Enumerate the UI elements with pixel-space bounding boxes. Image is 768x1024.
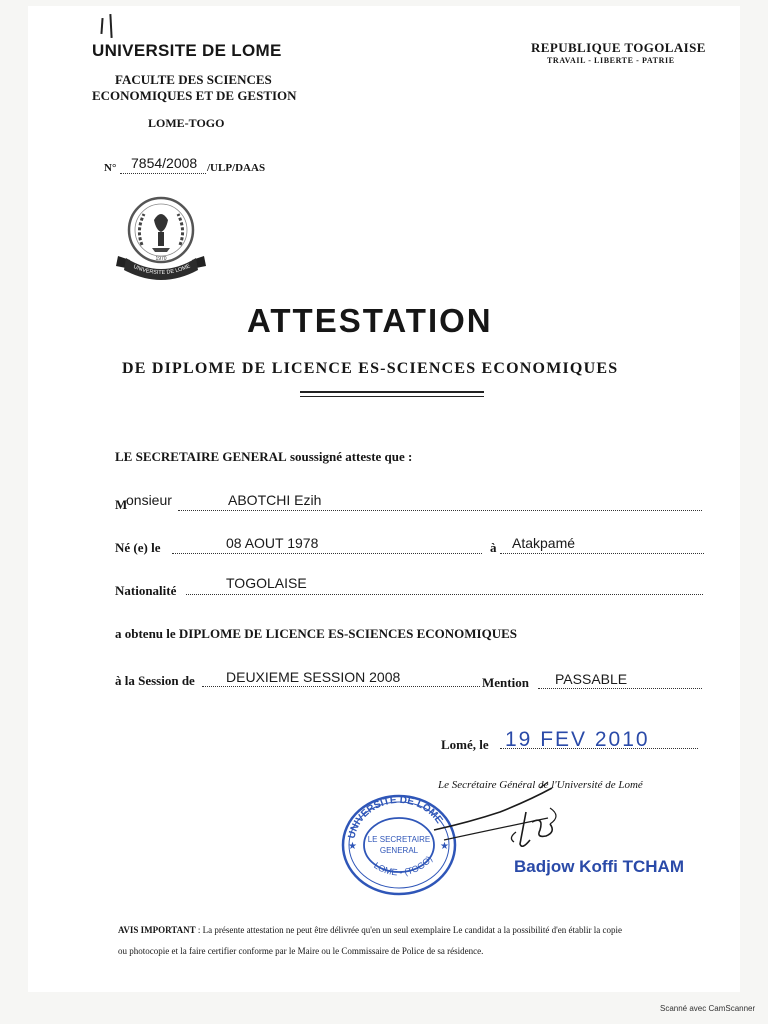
- mention-label: Mention: [482, 675, 529, 690]
- obtained-prefix: a obtenu le: [115, 626, 176, 641]
- notice-text-1: : La présente attestation ne peut être délivrée qu'en un seul exemplaire Le candidat a la possibilité d'en établir la copie: [197, 925, 622, 935]
- reference-number: 7854/2008: [131, 155, 198, 171]
- title-double-rule: [300, 391, 484, 397]
- mention-dotted-line: [538, 688, 702, 689]
- handwritten-signature: [430, 778, 580, 868]
- reference-prefix: N°: [104, 162, 117, 174]
- faculty-location: LOME-TOGO: [148, 116, 225, 130]
- date-label: Lomé, le: [441, 737, 489, 752]
- document-title: ATTESTATION: [247, 302, 493, 339]
- notice-line-1: [118, 925, 622, 935]
- name-value: ABOTCHI Ezih: [228, 492, 322, 508]
- name-label-rest: onsieur: [126, 492, 172, 508]
- reference-dotted-line: [120, 173, 206, 174]
- document-subtitle: DE DIPLOME DE LICENCE ES-SCIENCES ECONOMIQUES: [122, 360, 619, 377]
- republic-name: REPUBLIQUE TOGOLAISE: [531, 40, 706, 55]
- notice-label: AVIS IMPORTANT: [118, 925, 196, 935]
- signature-graphic: [430, 778, 580, 868]
- svg-text:★: ★: [440, 841, 449, 852]
- svg-text:★: ★: [348, 841, 357, 852]
- signatory-name: Badjow Koffi TCHAM: [514, 857, 684, 876]
- obtained-line: [115, 626, 517, 642]
- scanner-watermark: Scanné avec CamScanner: [660, 1004, 756, 1013]
- stamp-center-line-2: GENERAL: [379, 846, 419, 855]
- intro-line: [115, 449, 412, 465]
- stamp-center-line-1: LE SECRETAIRE: [367, 835, 431, 844]
- notice-line-2: ou photocopie et la faire certifier conforme par le Maire ou le Commissaire de Police de sa résidence.: [118, 946, 484, 956]
- session-dotted-line: [202, 686, 480, 687]
- birth-date-value: 08 AOUT 1978: [226, 535, 319, 551]
- republic-motto: TRAVAIL - LIBERTE - PATRIE: [547, 56, 675, 65]
- session-value: DEUXIEME SESSION 2008: [226, 669, 401, 685]
- date-value: 19 FEV 2010: [505, 728, 650, 751]
- birth-place-dotted-line: [500, 553, 704, 554]
- nationality-dotted-line: [186, 594, 703, 595]
- seal-graphic: [112, 190, 210, 286]
- faculty-line-2: ECONOMIQUES ET DE GESTION: [92, 88, 297, 103]
- birth-place-label: à: [490, 540, 497, 555]
- faculty-line-1: FACULTE DES SCIENCES: [115, 72, 272, 87]
- nationality-value: TOGOLAISE: [226, 575, 307, 591]
- name-label-initial: M: [115, 497, 128, 512]
- nationality-label: Nationalité: [115, 583, 177, 598]
- birth-date-dotted-line: [172, 553, 482, 554]
- obtained-diploma: DIPLOME DE LICENCE ES-SCIENCES ECONOMIQUES: [178, 626, 517, 641]
- intro-bold: LE SECRETAIRE GENERAL: [115, 449, 287, 464]
- name-dotted-line: [178, 510, 702, 511]
- session-label: à la Session de: [115, 673, 195, 688]
- mention-value: PASSABLE: [555, 671, 628, 687]
- reference-suffix: /ULP/DAAS: [207, 162, 266, 174]
- stamp-bottom-text: LOME - (TOGO): [372, 854, 435, 878]
- stamp-top-text: UNIVERSITE DE LOME: [346, 794, 445, 840]
- seal-ribbon-text: UNIVERSITE DE LOME: [132, 263, 192, 277]
- university-name: UNIVERSITE DE LOME: [92, 41, 282, 60]
- university-seal: [112, 190, 210, 286]
- date-dotted-line: [500, 748, 698, 749]
- signatory-title: Le Secrétaire Général de l'Université de Lomé: [438, 779, 643, 791]
- seal-year: 1970: [155, 256, 167, 262]
- intro-rest: soussigné atteste que :: [289, 449, 413, 464]
- birth-place-value: Atakpamé: [512, 535, 576, 551]
- birth-date-label: Né (e) le: [115, 540, 161, 555]
